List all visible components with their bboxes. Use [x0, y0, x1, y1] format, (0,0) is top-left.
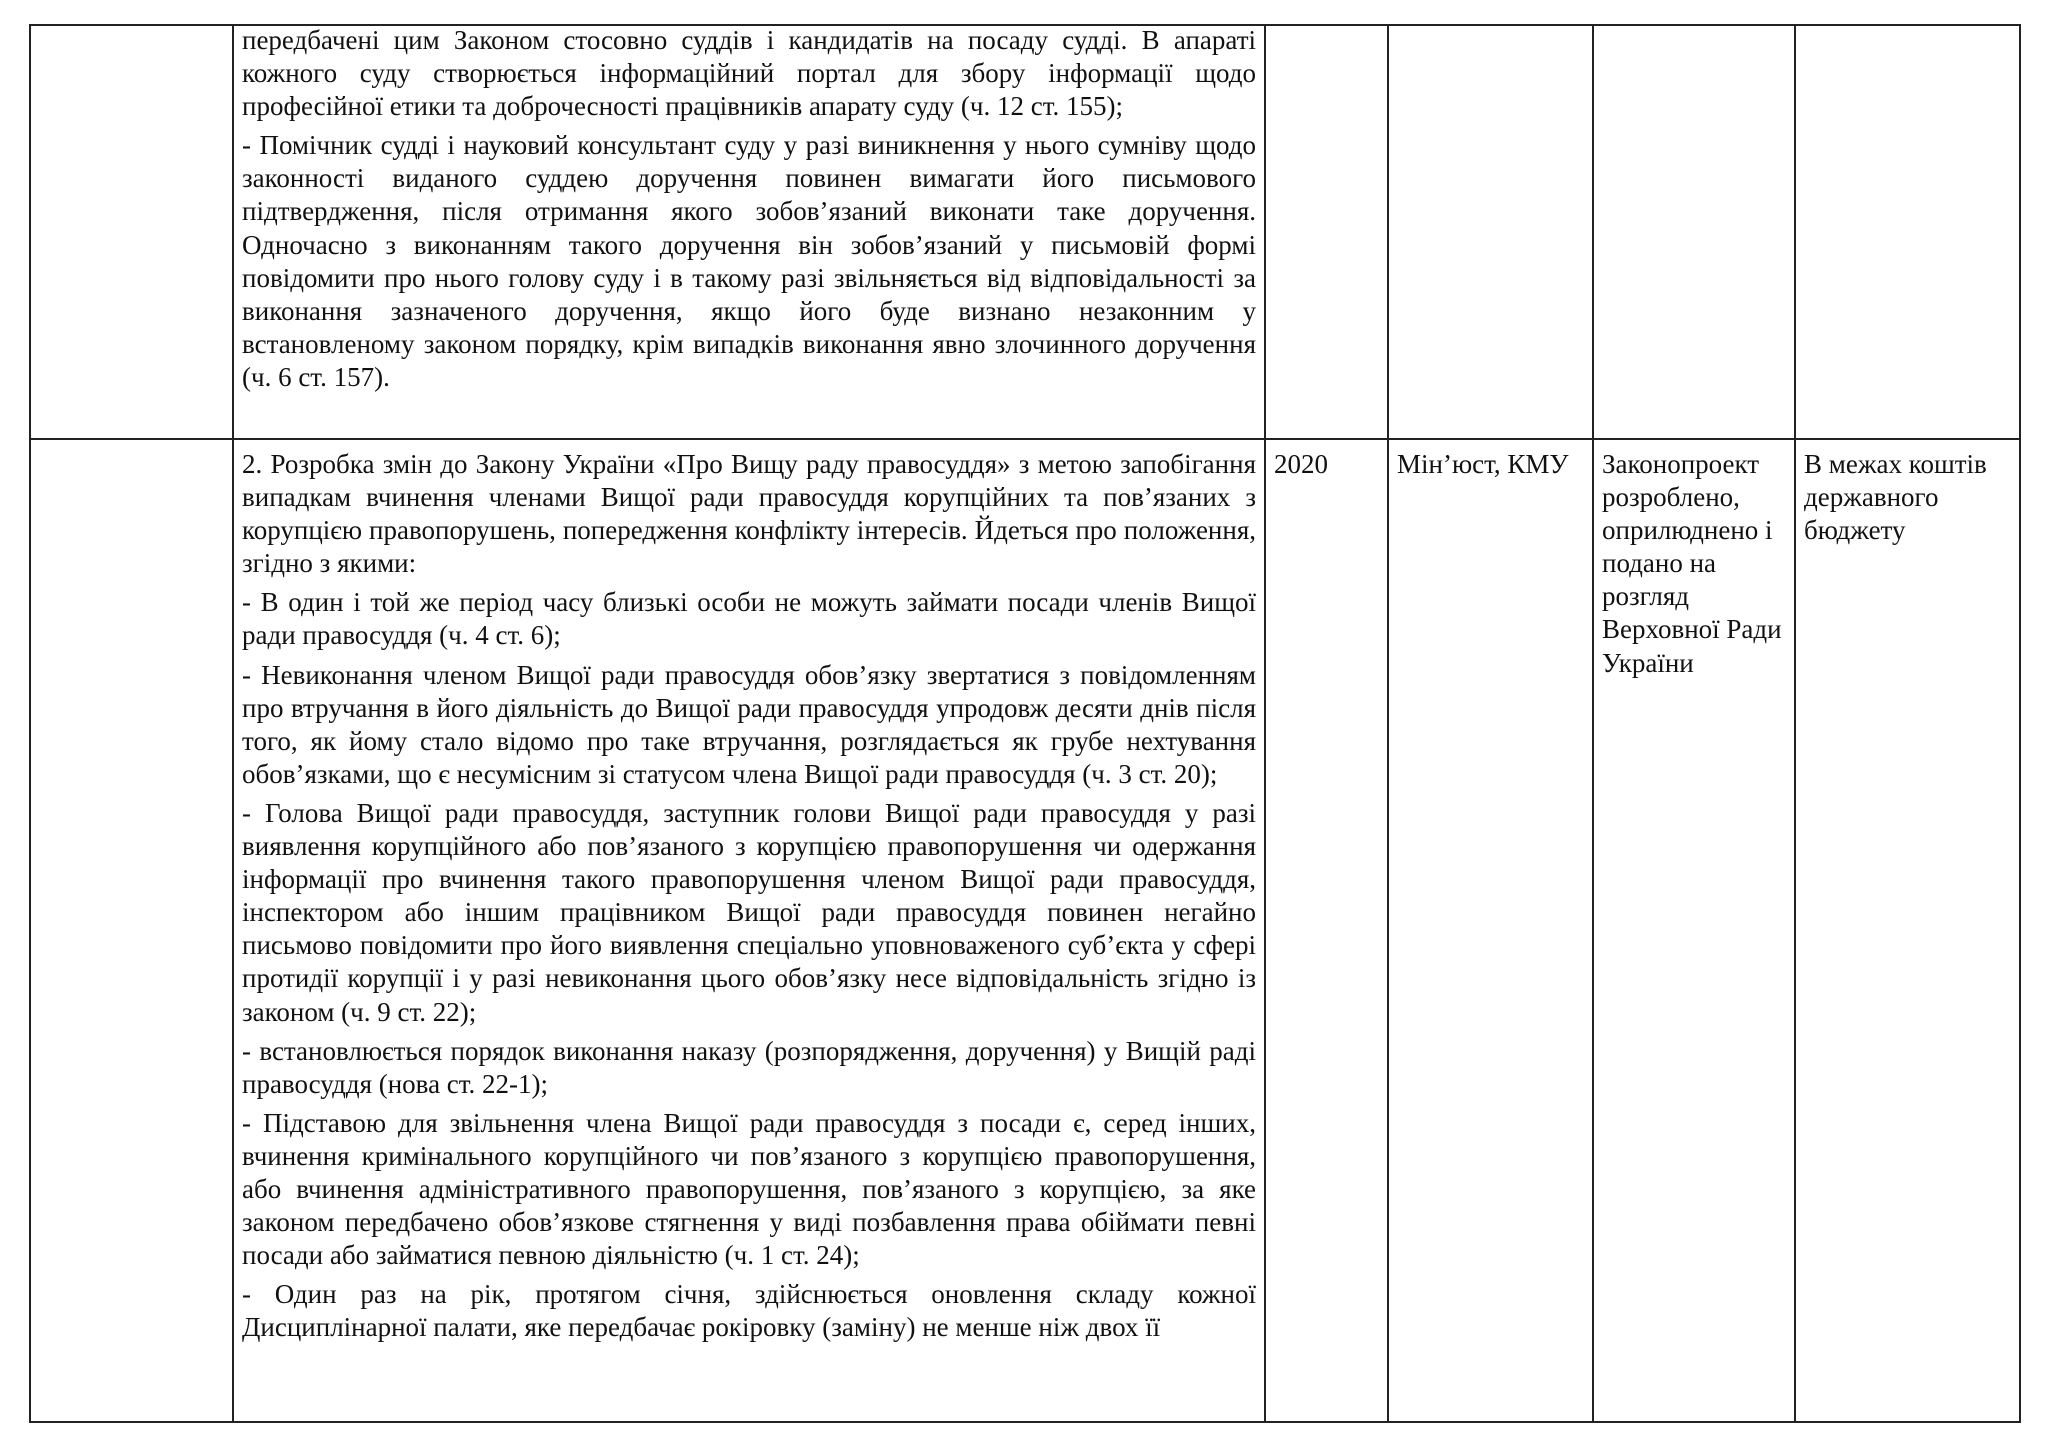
paragraph: - Невиконання членом Вищої ради правосуддя обов’язку звертатися з повідомленням про втручання в його діяльність до Вищої ради правосуддя упродовж десяти днів після того, як йому стало відомо про таке втручання, розглядається як грубе нехтування обов’язками, що є несумісним зі статусом члена Вищої ради правосуддя (ч. 3 ст. 20);: [242, 659, 1256, 789]
paragraph: - Голова Вищої ради правосуддя, заступник голови Вищої ради правосуддя у разі виявлення корупційного або пов’язаного з корупцією правопорушення чи одержання інформації про вчинення такого правопорушення членом Вищої ради правосуддя, інспектором або іншим працівником Вищої ради правосуддя повинен негайно письмово повідомити про його виявлення спеціально уповноваженого суб’єкта у сфері протидії корупції і у разі невиконання цього обов’язку несе відповідальність згідно із законом (ч. 9 ст. 22);: [242, 797, 1256, 1027]
number-cell: [30, 25, 233, 439]
funding-cell: [1795, 439, 2020, 1422]
paragraph: - Один раз на рік, протягом січня, здійснюється оновлення складу кожної Дисциплінарної палати, яке передбачає рокіровку (заміну) не менше ніж двох її: [242, 1279, 1256, 1343]
table-row: [30, 25, 2020, 439]
funding-cell: [1795, 25, 2020, 439]
paragraph: - В один і той же період часу близькі особи не можуть займати посади членів Вищої ради правосуддя (ч. 4 ст. 6);: [242, 587, 1256, 651]
status-cell: [1593, 25, 1795, 439]
document-table: [29, 24, 2021, 1423]
paragraph: - Підставою для звільнення члена Вищої ради правосуддя з посади є, серед інших, вчинення кримінального корупційного чи пов’язаного з корупцією правопорушення, або вчинення адміністративного правопорушення, пов’язаного з корупцією, за яке законом передбачено обов’язкове стягнення у виді позбавлення права обіймати певні посади або займатися певною діяльністю (ч. 1 ст. 24);: [242, 1107, 1256, 1271]
measure-text: [234, 440, 1264, 1344]
number-cell: [30, 439, 233, 1422]
responsible-cell: [1388, 25, 1593, 439]
responsible-cell: [1388, 439, 1593, 1422]
measure-text: [234, 24, 1264, 394]
paragraph: - встановлюється порядок виконання наказу (розпорядження, доручення) у Вищій раді правосуддя (нова ст. 22-1);: [242, 1035, 1256, 1099]
year-cell: [1265, 25, 1388, 439]
measure-cell: [233, 25, 1265, 439]
paragraph: 2. Розробка змін до Закону України «Про Вищу раду правосуддя» з метою запобігання випадкам вчинення членами Вищої ради правосуддя корупційних та пов’язаних з корупцією правопорушень, попередження конфлікту інтересів. Йдеться про положення, згідно з якими:: [242, 449, 1256, 579]
table-row: [30, 439, 2020, 1422]
measure-cell: [233, 439, 1265, 1422]
year-text: 2020: [1274, 449, 1328, 479]
status-cell: [1593, 439, 1795, 1422]
funding-text: В межах коштів державного бюджету: [1804, 449, 1987, 546]
year-cell: [1265, 439, 1388, 1422]
paragraph: передбачені цим Законом стосовно суддів і кандидатів на посаду судді. В апараті кожного суду створюється інформаційний портал для збору інформації щодо професійної етики та доброчесності працівників апарату суду (ч. 12 ст. 155);: [242, 25, 1256, 122]
responsible-text: Мін’юст, КМУ: [1397, 449, 1569, 479]
paragraph: - Помічник судді і науковий консультант суду у разі виникнення у нього сумніву щодо законності виданого суддею доручення повинен вимагати його письмового підтвердження, після отримання якого зобов’язаний виконати таке доручення. Одночасно з виконанням такого доручення він зобов’язаний у письмовій формі повідомити про нього голову суду і в такому разі звільняється від відповідальності за виконання зазначеного доручення, якщо його буде визнано незаконним у встановленому законом порядку, крім випадків виконання явно злочинного доручення (ч. 6 ст. 157).: [242, 130, 1256, 392]
status-text: Законопроект розроблено, оприлюднено і подано на розгляд Верховної Ради України: [1602, 449, 1782, 678]
